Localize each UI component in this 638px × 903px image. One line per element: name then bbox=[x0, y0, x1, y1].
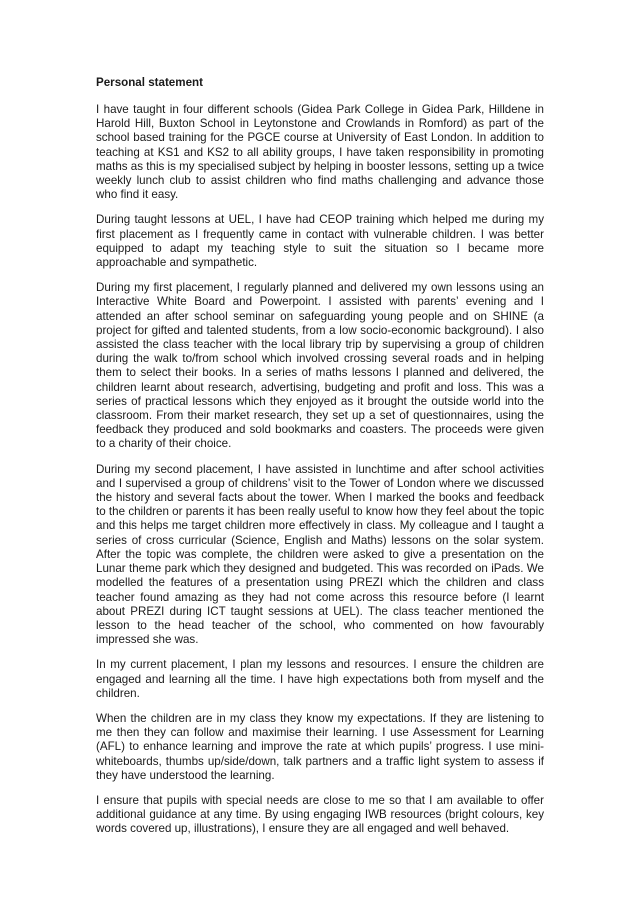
paragraph-current-placement: In my current placement, I plan my lessons and resources. I ensure the children are engaged and learning all the time. I have high expectations both from myself and the children. bbox=[96, 658, 544, 700]
document-title: Personal statement bbox=[96, 76, 203, 89]
paragraph-first-placement: During my first placement, I regularly planned and delivered my own lessons using an Interactive White Board and Powerpoint. I assisted with parents’ evening and I attended an after school seminar on safeguarding young people and on SHINE (a project for gifted and talented students, from a low socio-economic background). I also assisted the class teacher with the local library trip by supervising a group of children during the walk to/from school which involved crossing several roads and in helping them to select their books. In a series of maths lessons I planned and delivered, the children learnt about research, advertising, budgeting and profit and loss. This was a series of practical lessons which they enjoyed as it brought the outside world into the classroom. From their market research, they set up a set of questionnaires, using the feedback they produced and sold bookmarks and coasters. The proceeds were given to a charity of their choice. bbox=[96, 281, 544, 451]
paragraph-special-needs: I ensure that pupils with special needs are close to me so that I am available to offer additional guidance at any time. By using engaging IWB resources (bright colours, key words covered up, illustrations), I ensure they are all engaged and well behaved. bbox=[96, 793, 544, 836]
document-page bbox=[96, 76, 544, 848]
paragraph-second-placement: During my second placement, I have assisted in lunchtime and after school activities and I supervised a group of childrens’ visit to the Tower of London where we discussed the history and several facts about the tower. When I marked the books and feedback to the children or parents it has been really useful to know how they feel about the topic and this helps me target children more effectively in class. My colleague and I taught a series of cross curricular (Science, English and Maths) lessons on the solar system. After the topic was complete, the children were asked to give a presentation on the Lunar theme park which they designed and budgeted. This was recorded on iPads. We modelled the features of a presentation using PREZI which the children and class teacher found amazing as they had not come across this resource before (I learnt about PREZI during ICT taught sessions at UEL). The class teacher mentioned the lesson to the head teacher of the school, who commented on how favourably impressed she was. bbox=[96, 462, 544, 647]
paragraph-schools: I have taught in four different schools (Gidea Park College in Gidea Park, Hilldene in Harold Hill, Buxton School in Leytonstone and Crowlands in Romford) as part of the school based training for the PGCE course at University of East London. In addition to teaching at KS1 and KS2 to all ability groups, I have taken responsibility in promoting maths as this is my specialised subject by helping in booster lessons, setting up a twice weekly lunch club to assist children who find maths challenging and advance those who find it easy. bbox=[96, 103, 544, 202]
paragraph-expectations: When the children are in my class they know my expectations. If they are listening to me then they can follow and maximise their learning. I use Assessment for Learning (AFL) to enhance learning and improve the rate at which pupils’ progress. I use mini-whiteboards, thumbs up/side/down, talk partners and a traffic light system to assess if they have understood the learning. bbox=[96, 711, 544, 782]
paragraph-ceop-training: During taught lessons at UEL, I have had CEOP training which helped me during my first placement as I frequently came in contact with vulnerable children. I was better equipped to adapt my teaching style to suit the situation so I became more approachable and sympathetic. bbox=[96, 213, 544, 270]
